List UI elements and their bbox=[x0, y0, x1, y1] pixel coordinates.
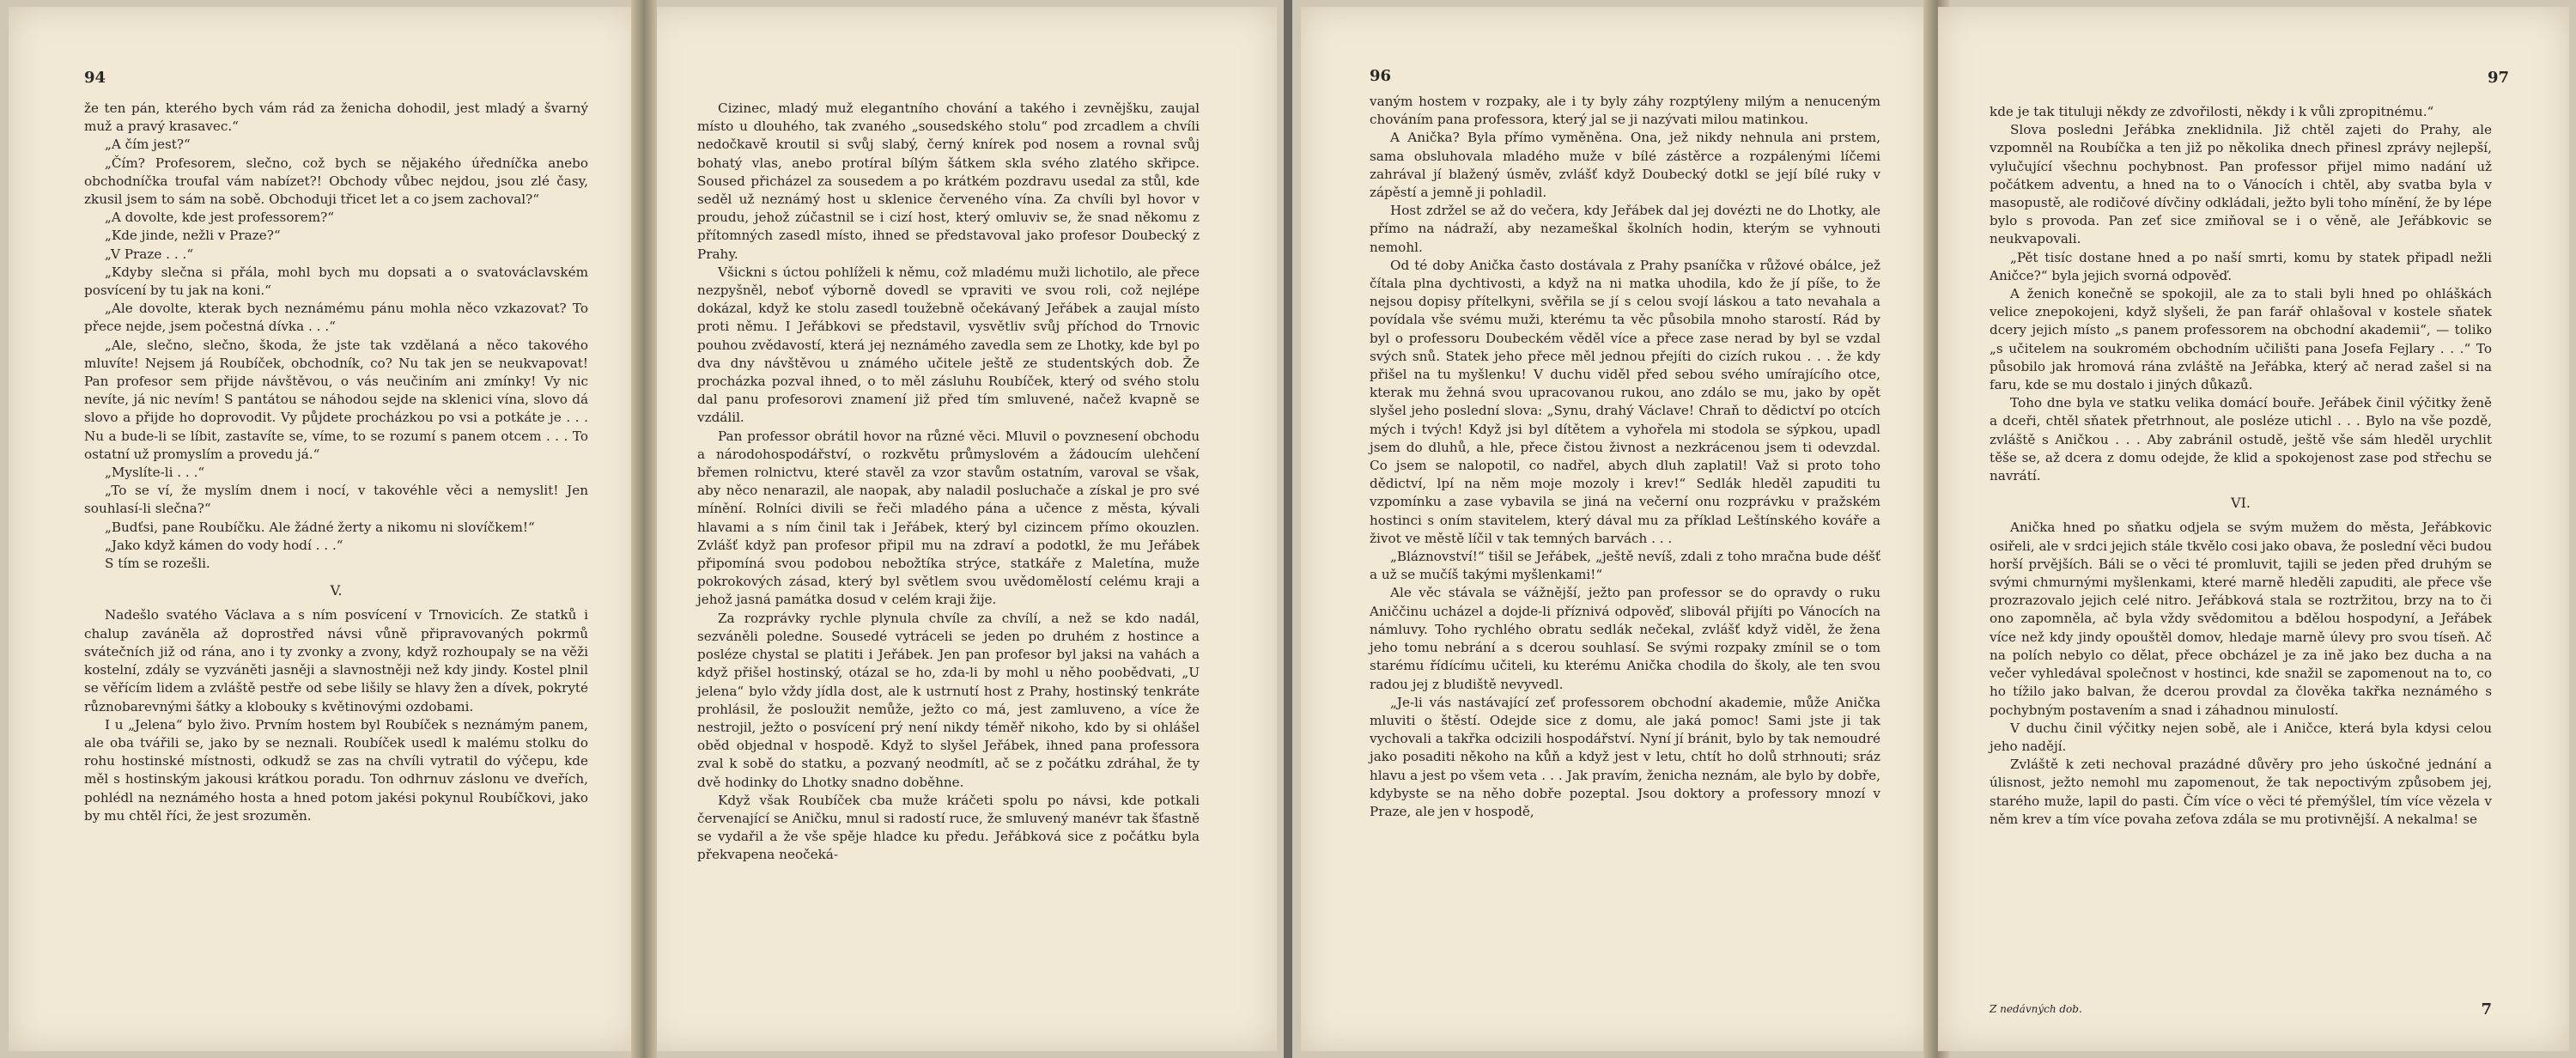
paragraph: Anička hned po sňatku odjela se svým mužem do města, Jeřábkovic osiřeli, ale v srdci jejich stále tkvělo cosi jako obava, že poslední věci budou horší prvějších. Báli se o věci té promluvit, tajili se jeden před druhým se svými chmurnými myšlenkami, které marně hleděli zapuditi, ale přece vše prozrazovalo jejich celé nitro. Jeřábková stala se roztržitou, brzy na to či ono zapomněla, ač byla vždy svědomitou a bdělou hospodyní, a Jeřábek více než kdy jindy opouštěl domov, hledaje marně úlevy pro svou tíseň. Ač na polích nebylo co dělat, přece obcházel je za ině jako bez ducha a na večer vyhledával společnost v hostinci, kde snažil se zapomenout na to, co ho tížilo jako balvan, že dcerou provdal za člověka takřka neznámého s pochybným postavením a snad i záhadnou minulostí. bbox=[1990, 520, 2492, 718]
paragraph: V duchu činil výčitky nejen sobě, ale i Aničce, která byla kdysi celou jeho nadějí. bbox=[1990, 720, 2492, 754]
paragraph: „Kde jinde, nežli v Praze?“ bbox=[105, 228, 281, 244]
paragraph: Slova posledni Jeřábka zneklidnila. Již chtěl zajeti do Prahy, ale vzpomněl na Roubíčka a ten již po několika dnech přinesl zprávy nejlepší, vylučující všechnu pochybnost. Pan professor přijel mimo nadání už počátkem adventu, a hned na to o Vánocích i chtěl, aby svatba byla v masopustě, ale rodičové dívčiny odkládali, ježto byli toho mínění, že by lépe bylo s provoda. Pan zeť sice zmiňoval se i o věně, ale Jeřábkovic se neukvapovali. bbox=[1990, 122, 2492, 247]
paragraph: Toho dne byla ve statku velika domácí bouře. Jeřábek činil výčitky ženě a dceři, chtěl sňatek přetrhnout, ale posléze utichl . . . Bylo na vše pozdě, zvláště s Aničkou . . . Aby zabránil ostudě, ještě vše sám hleděl urychlit těše se, až dcera z domu odejde, že klid a spokojenost zase pod střechu se navrátí. bbox=[1990, 395, 2492, 484]
page-97 bbox=[1938, 7, 2569, 1051]
paragraph: „Je-li vás nastávající zeť professorem obchodní akademie, může Anička mluviti o štěstí. Odejde sice z domu, ale jaká pomoc! Sami jste ji tak vychovali a takřka odcizili hospodářství. Nyní jí bránit, bylo by tak nemoudré jako posaditi někoho na kůň a když jest v letu, chtít ho dolů strhnouti; sráz hlavu a jest po všem veta . . . Jak pravím, ženicha neznám, ale bylo by dobře, kdybyste se na něho dobře pozeptal. Jsou doktory a professory mnozí v Praze, ale jen v hospodě, bbox=[1370, 694, 1880, 819]
book-gutter bbox=[631, 0, 657, 1058]
paragraph: že ten pán, kterého bych vám rád za ženicha dohodil, jest mladý a švarný muž a pravý krasavec.“ bbox=[84, 100, 588, 135]
paragraph: I u „Jelena“ bylo živo. Prvním hostem byl Roubíček s neznámým panem, ale oba tvářili se, jako by se neznali. Roubíček usedl k malému stolku do rohu hostinské místnosti, odkudž se zas na chvíli vytratil do výčepu, kde měl s hostinským jakousi krátkou poradu. Ton odhrnuv záslonu ve dveřích, pohlédl na neznámého hosta a hned potom jakési pokynul Roubíčkovi, jako by mu chtěl říci, že jest srozuměn. bbox=[84, 716, 588, 824]
paragraph: „Ale dovolte, kterak bych neznámému pánu mohla něco vzkazovat? To přece nejde, jsem počestná dívka . . .“ bbox=[84, 301, 588, 335]
signature-mark-text: Z nedávných dob. bbox=[1990, 1003, 2082, 1015]
section-heading: VI. bbox=[2231, 495, 2251, 512]
page-body bbox=[84, 100, 588, 825]
paragraph: Host zdržel se až do večera, kdy Jeřábek dal jej dovézti ne do Lhotky, ale přímo na nádraží, aby nezameškal školních hodin, kterým se vyhnouti nemohl. bbox=[1370, 203, 1880, 255]
section-heading: V. bbox=[330, 582, 343, 599]
paragraph: Pan professor obrátil hovor na různé věci. Mluvil o povznesení obchodu a národohospodářství, o rozkvětu průmyslovém a žádoucím ulehčení břemen rolnictvu, které stavěl za vzor stavům ostatním, varoval se však, aby něco nenarazil, ale naopak, aby naladil posluchače a získal je pro své mínění. Rolníci divili se řeči mladého pána a učence z města, kývali hlavami a s ním činil tak i Jeřábek, který byl cizincem přímo okouzlen. Zvlášť když pan profesor připil mu na zdraví a podotkl, že mu Jeřábek připomíná svou podobou nebožtíka strýce, statkáře z Maletína, muže pokrokových zásad, který byl světlem svou uvědomělostí celému kraji a jehož jasná památka dosud v celém kraji žije. bbox=[697, 428, 1200, 608]
paragraph: „Čím? Profesorem, slečno, což bych se nějakého úředníčka anebo obchodníčka troufal vám nabízet?! Obchody vůbec nejdou, jsou zlé časy, zkusil jsem to sám na sobě. Obchoduji třicet let a co jsem zachoval?“ bbox=[84, 155, 588, 208]
page-96 bbox=[1301, 7, 1933, 1051]
paragraph: Cizinec, mladý muž elegantního chování a takého i zevnějšku, zaujal místo u dlouhého, tak zvaného „sousedského stolu“ pod zrcadlem a chvíli nedočkavě kroutil si svůj slabý, černý knírek pod nosem a rovnal svůj bohatý vlas, anebo protíral bílým šátkem skla svého zlatého skřipce. Soused přicházel za sousedem a po krátkém pozdravu usedal za stůl, kde seděl už neznámý host u sklenice červeného vína. Za chvíli byl hovor v proudu, jehož zúčastnil se i cizí host, který omluviv se, že snad někomu z přítomných zasedl místo, ihned se představoval jako profesor Doubecký z Prahy. bbox=[697, 100, 1200, 262]
paragraph: „Ale, slečno, slečno, škoda, že jste tak vzdělaná a něco takového mluvíte! Nejsem já Roubíček, obchodník, co? Nu tak jen se neukvapovat! Pan profesor sem přijde návštěvou, o vás neučiním ani zmínky! Vy nic nevíte, já nic nevím! S pantátou se náhodou sejde na sklenici vína, slovo dá slovo a přijde ho doprovodit. Vy půjdete procházkou po vsi a potkáte je . . . Nu a bude-li se líbit, zastavíte se, víme, to se rozumí s panem otcem . . . To ostatní už promyslím a provedu já.“ bbox=[84, 337, 588, 462]
paragraph: kde je tak tituluji někdy ze zdvořilosti, někdy i k vůli zpropitnému.“ bbox=[1990, 104, 2434, 119]
paragraph: „A čím jest?“ bbox=[105, 137, 191, 153]
paragraph: „Kdyby slečna si přála, mohl bych mu dopsati a o svatováclavském posvícení by tu jak na koni.“ bbox=[84, 264, 588, 299]
paragraph: „Bláznovství!“ tišil se Jeřábek, „ještě nevíš, zdali z toho mračna bude déšť a už se mučíš takými myšlenkami!“ bbox=[1370, 549, 1880, 583]
paragraph: A ženich konečně se spokojil, ale za to stali byli hned po ohláškách velice znepokojeni, když slyšeli, že pan farář ohlašoval v kostele sňatek dcery jejich místo „s panem professorem na obchodní akademii“, — toliko „s učitelem na soukromém obchodním učilišti pana Josefa Fejlary . . .“ To působilo jak hromová rána zvláště na Jeřábka, který ač nerad zašel si na faru, kde se mu dostalo i jiných důkazů. bbox=[1990, 286, 2492, 393]
page-body bbox=[1370, 93, 1880, 821]
paragraph: Ale věc stávala se vážnější, ježto pan professor se do opravdy o ruku Aniččinu ucházel a dojde-li příznivá odpověď, slibovál přijíti po Vánocích na námluvy. Toho rychlého obratu sedlák nečekal, zvlášť když viděl, že žena jeho tomu nebrání a s dcerou souhlasí. Se svými rozpaky zmínil se o tom starému řídícímu učiteli, ku kterému Anička chodila do školy, ale ten svou radou jej z bludiště nevyvedl. bbox=[1370, 585, 1880, 692]
paragraph: „Myslíte-li . . .“ bbox=[105, 465, 205, 481]
paragraph: „Budťsi, pane Roubíčku. Ale žádné žerty a nikomu ni slovíčkem!“ bbox=[105, 519, 535, 535]
paragraph: Za rozprávky rychle plynula chvíle za chvílí, a než se kdo nadál, sezváněli poledne. Sousedé vytráceli se jeden po druhém z hostince a posléze chystal se platiti i Jeřábek. Jen pan profesor byl jaksi na vahách a když přišel hostinský, otázal se ho, zda-li by mohl u něho poobědvati, „U jelena“ bylo vždy jídla dost, ale k ustrnutí host z Prahy, hostinský tenkráte prohlásil, že posloužit nemůže, ježto co má, jest zamluveno, a více že nestrojil, ježto o posvícení prý není nikdy téměř nikoho, kdo by si ohlášel oběd objednal v hospodě. Když to slyšel Jeřábek, ihned pana professora zval k sobě do statku, a pozvaný neodmítl, ač se z počátku zdráhal, že ty dvě hodinky do Lhotky snadno doběhne. bbox=[697, 610, 1200, 790]
paragraph: „Pět tisíc dostane hned a po naší smrti, komu by statek připadl nežli Aničce?“ byla jejich svorná odpověď. bbox=[1990, 249, 2492, 283]
paragraph: A Anička? Byla přímo vyměněna. Ona, jež nikdy nehnula ani prstem, sama obsluhovala mladého muže v bílé zástěrce a rozpálenými líčemi zahrával jí blažený úsměv, zvlášť když Doubecký dotkl se její bílé ruky v zápěstí a jemně ji pohladil. bbox=[1370, 130, 1880, 201]
paragraph: Nadešlo svatého Václava a s ním posvícení v Trnovicích. Ze statků i chalup zaváněla až doprostřed návsi vůně připravovaných pokrmů svátečních již od rána, ano i ty zvonky a zvony, když rozhoupaly se na věži kostelní, zdály se vyzváněti jasněji a slavnostněji než kdy jindy. Kostel plnil se věřícím lidem a zvláště pestře od sebe lišily se hlavy žen a dívek, pokryté různobarevnými šátky a klobouky s květinovými ozdobami. bbox=[84, 607, 588, 714]
paragraph: vaným hostem v rozpaky, ale i ty byly záhy rozptýleny milým a nenuceným chováním pana professora, který jal se ji nazývati milou matinkou. bbox=[1370, 94, 1880, 128]
page-number: 96 bbox=[1370, 67, 1392, 85]
signature-number: 7 bbox=[2481, 1000, 2492, 1018]
paragraph: „To se ví, že myslím dnem i nocí, v takovéhle věci a nemyslit! Jen souhlasí-li slečna?“ bbox=[84, 483, 588, 517]
page-number: 97 bbox=[2487, 69, 2509, 87]
page-94 bbox=[9, 7, 641, 1051]
page-number: 94 bbox=[84, 69, 106, 87]
page-body bbox=[697, 100, 1200, 865]
paragraph: Všickni s úctou pohlíželi k němu, což mladému muži lichotilo, ale přece nezpyšněl, neboť výborně dovedl se vpraviti ve svou roli, což nejlépe dokázal, když ke stolu zasedl toužebně očekávaný Jeřábek a zaujal místo proti němu. I Jeřábkovi se představil, vysvětliv svůj příchod do Trnovic pouhou zvědavostí, která jej neznámého zavedla sem ze Lhotky, kde byl po dva dny návštěvou u známého učitele ještě ze studentských dob. Že procházka pozval ihned, o to měl zásluhu Roubíček, který od svého stolu dal panu profesorovi znamení již před tím smluvené, načež kvapně se vzdálil. bbox=[697, 264, 1200, 426]
page-body bbox=[1990, 103, 2492, 829]
paragraph: S tím se rozešli. bbox=[105, 556, 210, 572]
page-95 bbox=[646, 7, 1277, 1051]
paragraph: „V Praze . . .“ bbox=[105, 246, 194, 262]
paragraph: „A dovolte, kde jest professorem?“ bbox=[105, 210, 335, 226]
paragraph: Když však Roubíček cba muže kráčeti spolu po návsi, kde potkali červenající se Aničku, mnul si radostí ruce, že smluvený manévr tak šťastně se vydařil a že vše spěje hladce ku předu. Jeřábková sice z počátku byla překvapena neočeká- bbox=[697, 792, 1200, 863]
paragraph: Od té doby Anička často dostávala z Prahy psaníčka v růžové obálce, jež čítala plna dychtivosti, a když na ni matka uhodila, kdo že jí píše, to že nejsou dopisy přítelkyni, svěřila se jí s celou svojí láskou a tato nevahala a povídala vše svému muži, kterému ta věc působila mnoho starostí. Rád by byl o professoru Doubeckém věděl více a přece zase nerad by byl se vzdal svých snů. Statek jeho přece měl jednou přejíti do cizích rukou . . . že kdy přišel na tu myšlenku! V duchu viděl před sebou svého umírajícího otce, kterak mu žehná svou upracovanou rukou, ano zdálo se mu, jako by opět slyšel jeho poslední slova: „Synu, drahý Václave! Chraň to dědictví po otcích mých i tvých! Když jsi byl dítětem a vyhořela mi stodola se sýpkou, upadl jsem do dluhů, a hle, přece čistou živnost a nezkrácenou jsem ti odevzdal. Co jsem se nalopotil, co nadřel, abych dluh zaplatil! Važ si proto toho dědictví, lpí na něm moje mozoly i krev!“ Sedlák hleděl zapuditi tu vzpomínku a zase vybavila se jiná na večerní onu rozprávku v pražském hostinci s oním stavitelem, který dával mu za příklad Leštínského kováře a život ve městě líčil v tak temných barvách . . . bbox=[1370, 257, 1880, 546]
paragraph: „Jako když kámen do vody hodí . . .“ bbox=[105, 537, 343, 553]
paragraph: Zvláště k zeti nechoval prazádné důvěry pro jeho úskočné jednání a úlisnost, ježto nemohl mu zapomenout, že tak nepoctivým způsobem jej, starého muže, lapil do pasti. Čím více o věci té přemýšlel, tím více vězela v něm krev a tím více povaha zeťova zdála se mu protivnější. A nekalma! se bbox=[1990, 757, 2492, 827]
